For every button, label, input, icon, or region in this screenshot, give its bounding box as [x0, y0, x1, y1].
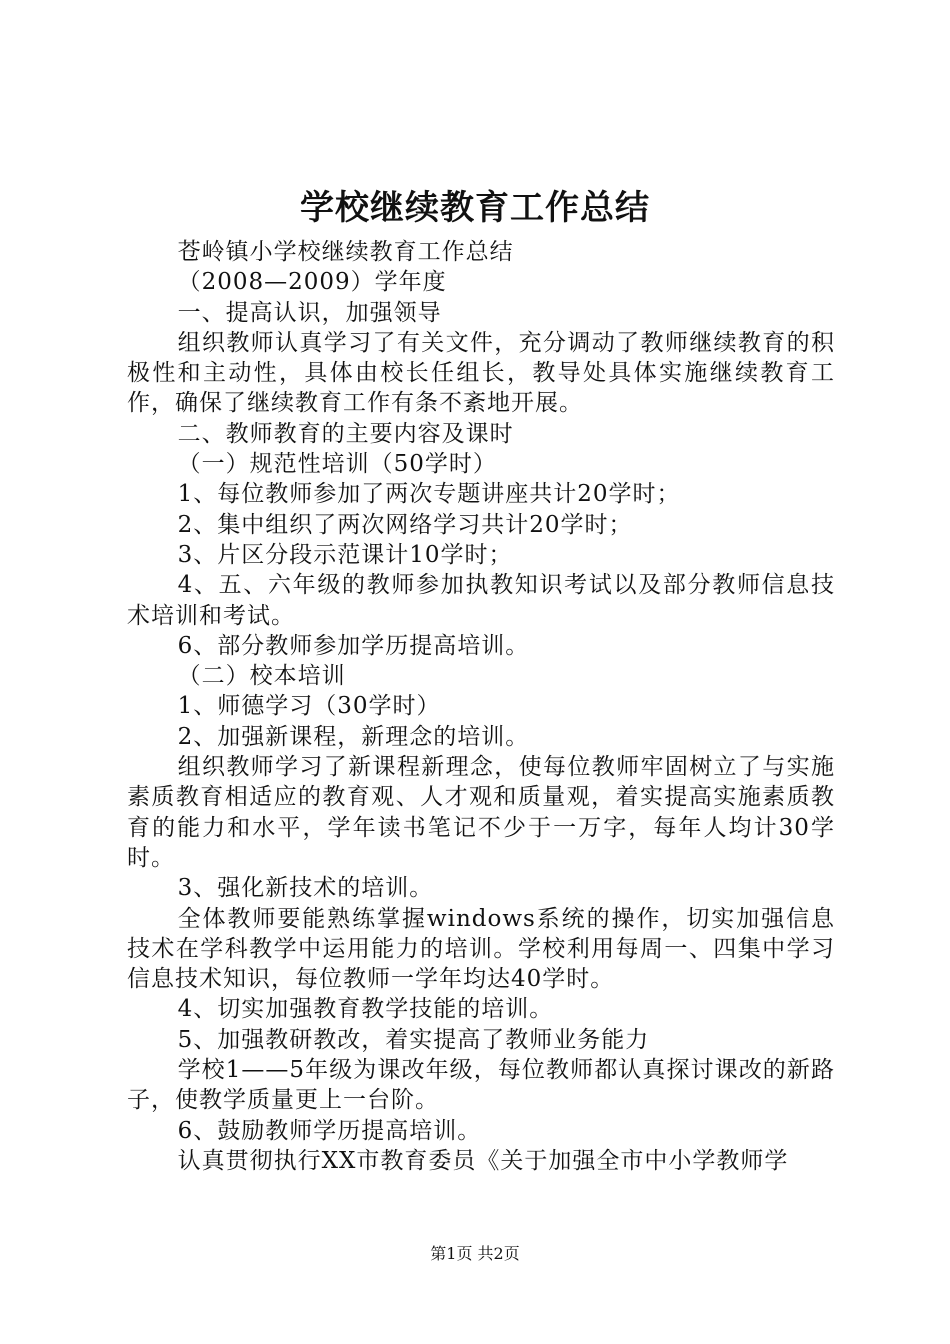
list-item: 5、加强教研教改，着实提高了教师业务能力 — [177, 1026, 650, 1053]
section-heading: 二、教师教育的主要内容及课时 — [177, 420, 514, 447]
list-item: 6、鼓励教师学历提高培训。 — [177, 1117, 482, 1144]
list-item: 6、部分教师参加学历提高培训。 — [177, 632, 530, 659]
subsection-heading: （二）校本培训 — [177, 663, 346, 690]
list-item: 1、每位教师参加了两次专题讲座共计20学时； — [177, 481, 681, 508]
document-title: 学校继续教育工作总结 — [300, 188, 650, 228]
paragraph: 组织教师认真学习了有关文件，充分调动了教师继续教育的积极性和主动性，具体由校长任组长，教导处具体实施继续教育工作，确保了继续教育工作有条不紊地开展。 — [127, 329, 835, 417]
document-body — [127, 237, 835, 1176]
paragraph: 学校1——5年级为课改年级，每位教师都认真探讨课改的新路子，使教学质量更上一台阶。 — [127, 1057, 835, 1114]
list-item: 2、集中组织了两次网络学习共计20学时； — [177, 511, 633, 538]
paragraph: 认真贯彻执行XX市教育委员《关于加强全市中小学教师学 — [177, 1147, 789, 1174]
paragraph: 组织教师学习了新课程新理念，使每位教师牢固树立了与实施素质教育相适应的教育观、人才观和质量观，着实提高实施素质教育的能力和水平，学年读书笔记不少于一万字，每年人均计30学时。 — [127, 754, 835, 871]
section-heading: 一、提高认识，加强领导 — [177, 299, 442, 326]
subsection-heading: （一）规范性培训（50学时） — [177, 451, 497, 478]
list-item: 4、切实加强教育教学技能的培训。 — [177, 996, 554, 1023]
list-item: 2、加强新课程，新理念的培训。 — [177, 723, 530, 750]
list-item: 3、强化新技术的培训。 — [177, 875, 434, 902]
paragraph: （2008—2009）学年度 — [177, 269, 447, 296]
paragraph: 苍岭镇小学校继续教育工作总结 — [177, 239, 514, 265]
list-item: 1、师德学习（30学时） — [177, 693, 441, 720]
page-footer: 第1页 共2页 — [430, 1244, 520, 1263]
list-item: 3、片区分段示范课计10学时； — [177, 541, 513, 568]
paragraph: 全体教师要能熟练掌握windows系统的操作，切实加强信息技术在学科教学中运用能力的培训。学校利用每周一、四集中学习信息技术知识，每位教师一学年均达40学时。 — [127, 905, 835, 993]
list-item: 4、五、六年级的教师参加执教知识考试以及部分教师信息技术培训和考试。 — [127, 572, 835, 629]
